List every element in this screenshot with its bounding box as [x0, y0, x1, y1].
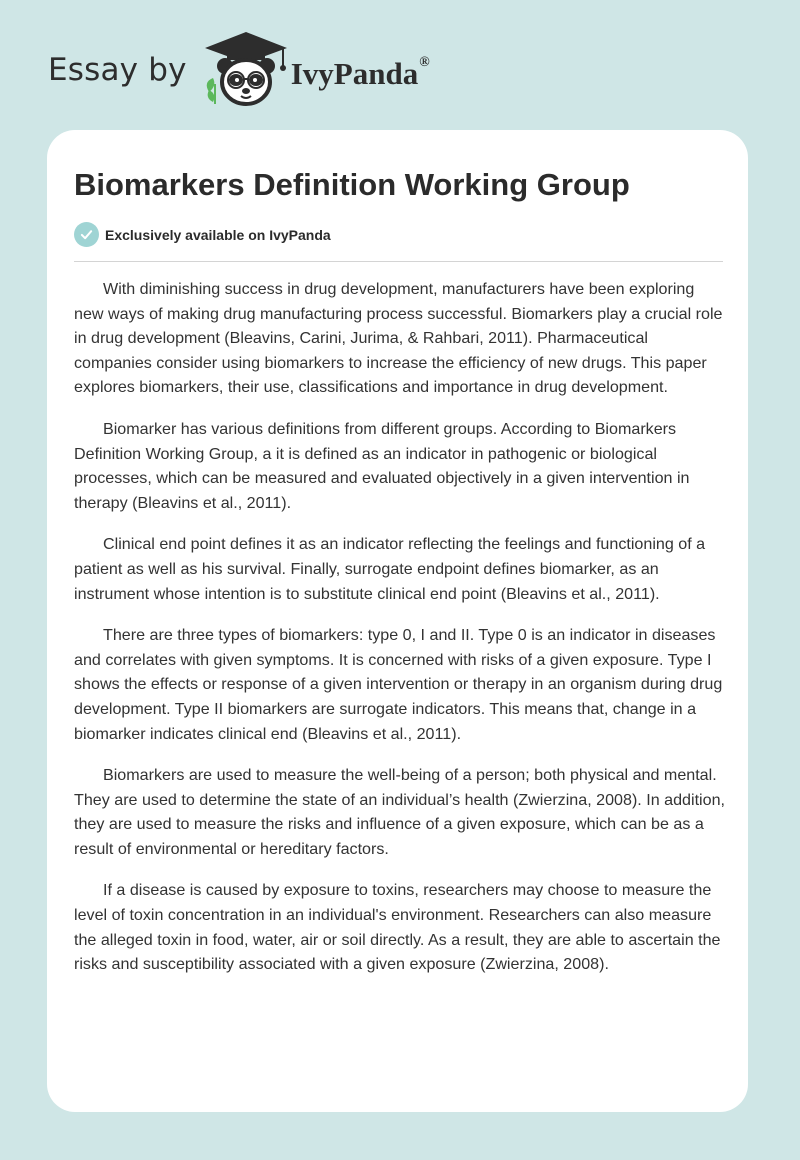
- paragraph: Clinical end point defines it as an indicator reflecting the feelings and functioning of a patient as well as his survival. Finally, surrogate endpoint defines biomarker, as an instrument whose intention is to substitute clinical end point (Bleavins et al., 2011).: [74, 535, 706, 603]
- exclusive-notice: [74, 222, 331, 247]
- paragraph: With diminishing success in drug development, manufacturers have been exploring new ways of making drug manufacturing process successful. Biomarkers play a crucial role in drug development (Bleavins, Carini, Jurima, & Rahbari, 2011). Pharmaceutical companies consider using biomarkers to increase the efficiency of new drugs. This paper explores biomarkers, their use, classifications and importance in drug development.: [74, 280, 723, 397]
- panda-graduate-icon[interactable]: [201, 30, 291, 110]
- check-circle-icon: [74, 222, 99, 247]
- brand-name[interactable]: IvyPanda®: [290, 54, 430, 91]
- essay-by-label: Essay by: [48, 51, 187, 88]
- paragraph: There are three types of biomarkers: type 0, I and II. Type 0 is an indicator in diseases and correlates with given symptoms. It is concerned with risks of a given exposure. Type I shows the effects or response of a given intervention or therapy in an organism during drug development. Type II biomarkers are surrogate indicators. This means that, change in a biomarker indicates clinical end (Bleavins et al., 2011).: [74, 626, 723, 743]
- site-header: [48, 30, 430, 110]
- paragraph: If a disease is caused by exposure to toxins, researchers may choose to measure the level of toxin concentration in an individual's environment. Researchers can also measure the alleged toxin in food, water, air or soil directly. As a result, they are able to ascertain the risks and susceptibility associated with a given exposure (Zwierzina, 2008).: [74, 881, 721, 974]
- exclusive-label: Exclusively available on IvyPanda: [105, 226, 331, 243]
- paragraph: Biomarkers are used to measure the well-being of a person; both physical and mental. They are used to determine the state of an individual’s health (Zwierzina, 2008). In addition, they are used to measure the risks and influence of a given exposure, which can be as a result of environmental or hereditary factors.: [74, 766, 725, 858]
- essay-card: [47, 130, 748, 1112]
- essay-body: [74, 277, 726, 994]
- trademark-symbol: ®: [419, 54, 430, 70]
- divider: [74, 261, 723, 262]
- page-title: Biomarkers Definition Working Group: [74, 167, 630, 202]
- paragraph: Biomarker has various definitions from different groups. According to Biomarkers Definition Working Group, a it is defined as an indicator in pathogenic or biological processes, which can be measured and evaluated objectively in a given intervention in therapy (Bleavins et al., 2011).: [74, 419, 690, 512]
